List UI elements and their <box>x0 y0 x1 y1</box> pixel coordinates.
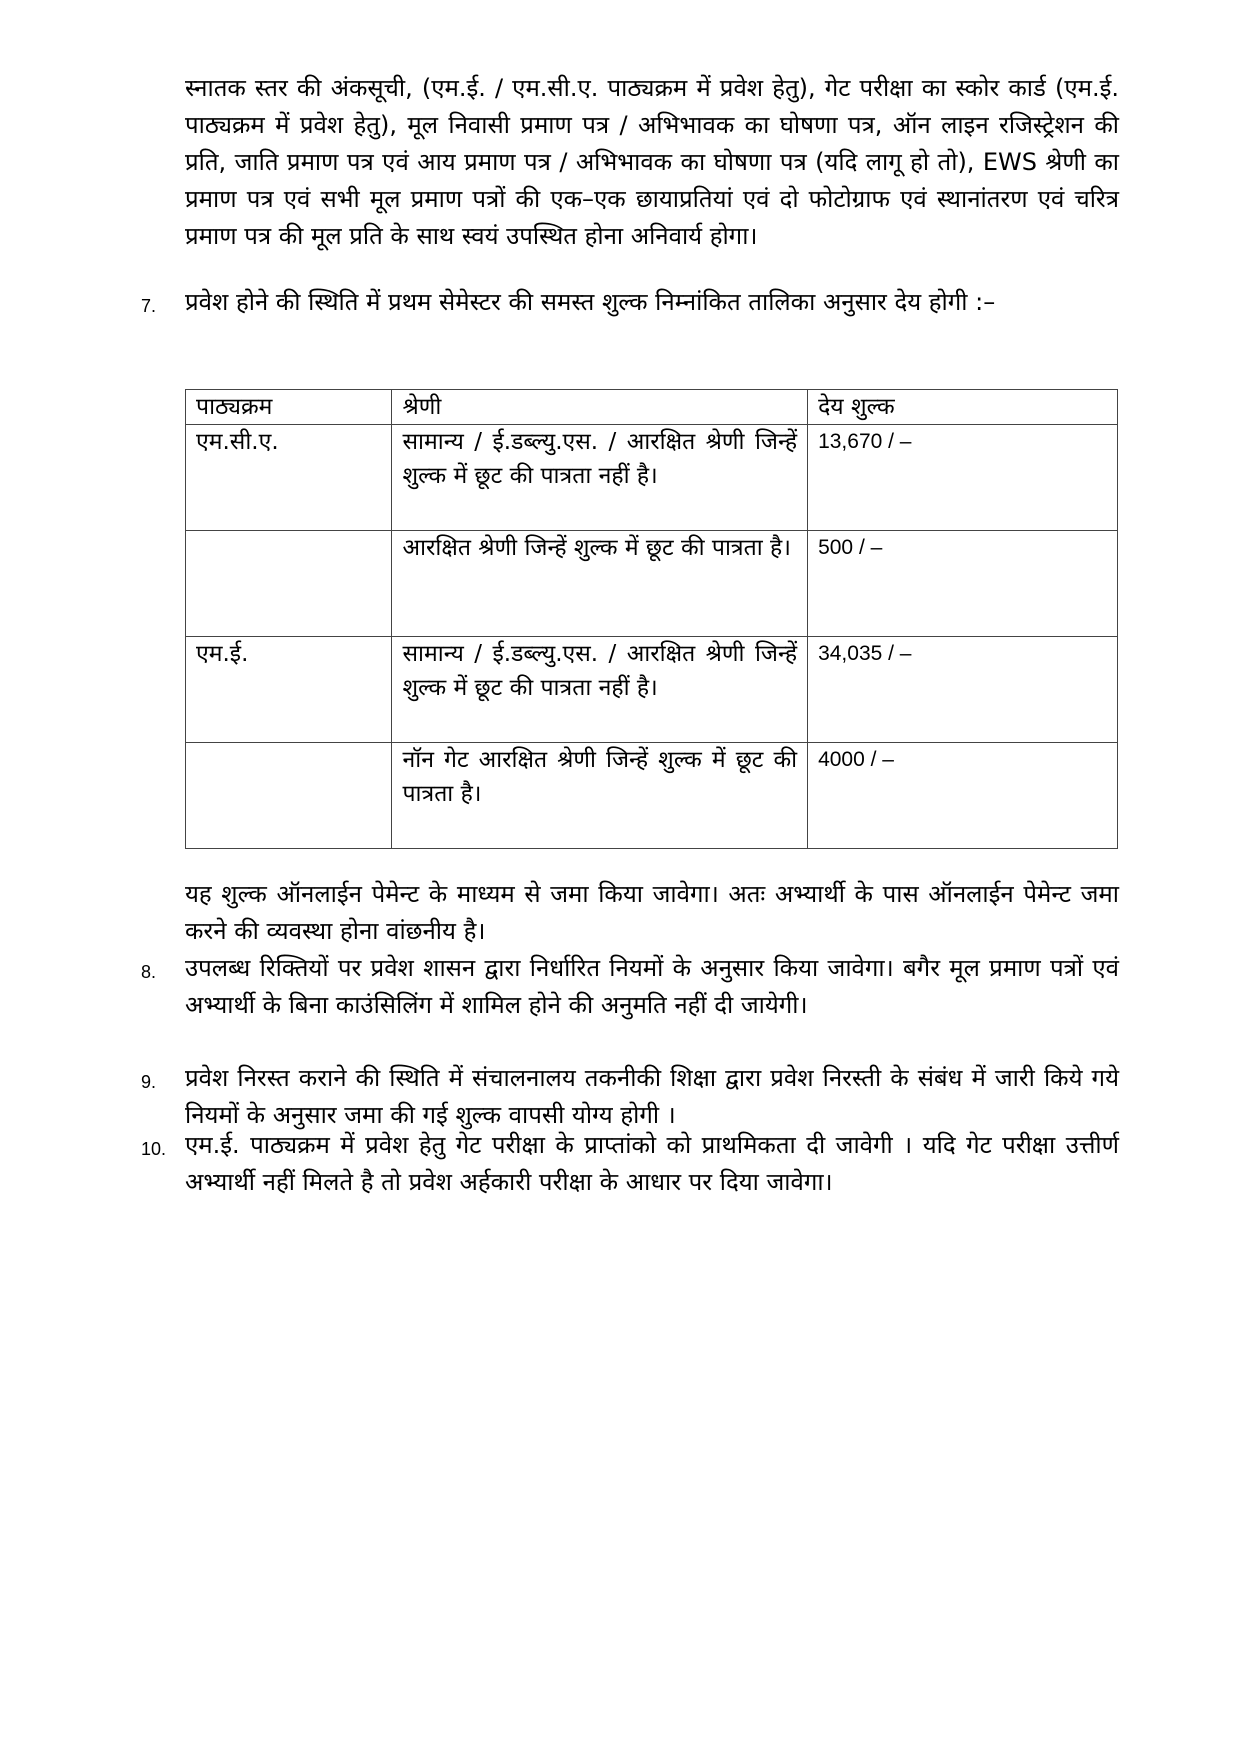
payment-note: यह शुल्क ऑनलाईन पेमेन्ट के माध्यम से जमा किया जावेगा। अतः अभ्यार्थी के पास ऑनलाईन पेमेन्ट जमा करने की व्यवस्था होना वांछनीय है। <box>185 880 1119 945</box>
fee-table <box>185 389 1118 849</box>
fee-cell: 4000 / – <box>808 743 1118 849</box>
item-number: 9. <box>141 1072 157 1092</box>
item-number: 7. <box>141 296 157 316</box>
fee-cell: 13,670 / – <box>808 425 1118 531</box>
intro-paragraph: स्नातक स्तर की अंकसूची, (एम.ई. / एम.सी.ए. पाठ्यक्रम में प्रवेश हेतु), गेट परीक्षा का स्कोर कार्ड (एम.ई. पाठ्यक्रम में प्रवेश हेतु), मूल निवासी प्रमाण पत्र / अभिभावक का घोषणा पत्र, ऑन लाइन रजिस्ट्रेशन की प्रति, जाति प्रमाण पत्र एवं आय प्रमाण पत्र / अभिभावक का घोषणा पत्र (यदि लागू हो तो), EWS श्रेणी का प्रमाण पत्र एवं सभी मूल प्रमाण पत्रों की एक–एक छायाप्रतियां एवं दो फोटोग्राफ एवं स्थानांतरण एवं चरित्र प्रमाण पत्र की मूल प्रति के साथ स्वयं उपस्थित होना अनिवार्य होगा। <box>185 74 1119 250</box>
table-row <box>186 425 1118 531</box>
course-cell: एम.ई. <box>186 637 392 743</box>
fee-cell: 34,035 / – <box>808 637 1118 743</box>
table-row <box>186 637 1118 743</box>
course-cell: एम.सी.ए. <box>186 425 392 531</box>
list-item-9 <box>141 1060 1119 1134</box>
fee-cell: 500 / – <box>808 531 1118 637</box>
item-text: एम.ई. पाठ्यक्रम में प्रवेश हेतु गेट परीक्षा के प्राप्तांको को प्राथमिकता दी जावेगी । यदि गेट परीक्षा उत्तीर्ण अभ्यार्थी नहीं मिलते है तो प्रवेश अर्हकारी परीक्षा के आधार पर दिया जावेगा। <box>185 1131 1119 1196</box>
course-cell <box>186 743 392 849</box>
table-header-row <box>186 390 1118 425</box>
item-number: 8. <box>141 962 157 982</box>
list-item-8 <box>141 950 1119 1024</box>
category-cell: नॉन गेट आरक्षित श्रेणी जिन्हें शुल्क में छूट की पात्रता है। <box>392 743 808 849</box>
list-item-7 <box>141 284 1119 321</box>
item-number: 10. <box>141 1139 167 1159</box>
table-row <box>186 743 1118 849</box>
header-category: श्रेणी <box>392 390 808 425</box>
course-cell <box>186 531 392 637</box>
header-fee: देय शुल्क <box>808 390 1118 425</box>
header-course: पाठ्यक्रम <box>186 390 392 425</box>
item-text: प्रवेश निरस्त कराने की स्थिति में संचालनालय तकनीकी शिक्षा द्वारा प्रवेश निरस्ती के संबंध में जारी किये गये नियमों के अनुसार जमा की गई शुल्क वापसी योग्य होगी । <box>185 1064 1119 1129</box>
category-cell: सामान्य / ई.डब्ल्यु.एस. / आरक्षित श्रेणी जिन्हें शुल्क में छूट की पात्रता नहीं है। <box>392 425 808 531</box>
item-text: प्रवेश होने की स्थिति में प्रथम सेमेस्टर की समस्त शुल्क निम्नांकित तालिका अनुसार देय होगी :– <box>185 288 996 316</box>
item-text: उपलब्ध रिक्तियों पर प्रवेश शासन द्वारा निर्धारित नियमों के अनुसार किया जावेगा। बगैर मूल प्रमाण पत्रों एवं अभ्यार्थी के बिना काउंसिलिंग में शामिल होने की अनुमति नहीं दी जायेगी। <box>185 954 1119 1019</box>
category-cell: आरक्षित श्रेणी जिन्हें शुल्क में छूट की पात्रता है। <box>392 531 808 637</box>
table-row <box>186 531 1118 637</box>
category-cell: सामान्य / ई.डब्ल्यु.एस. / आरक्षित श्रेणी जिन्हें शुल्क में छूट की पात्रता नहीं है। <box>392 637 808 743</box>
list-item-10 <box>141 1127 1119 1201</box>
